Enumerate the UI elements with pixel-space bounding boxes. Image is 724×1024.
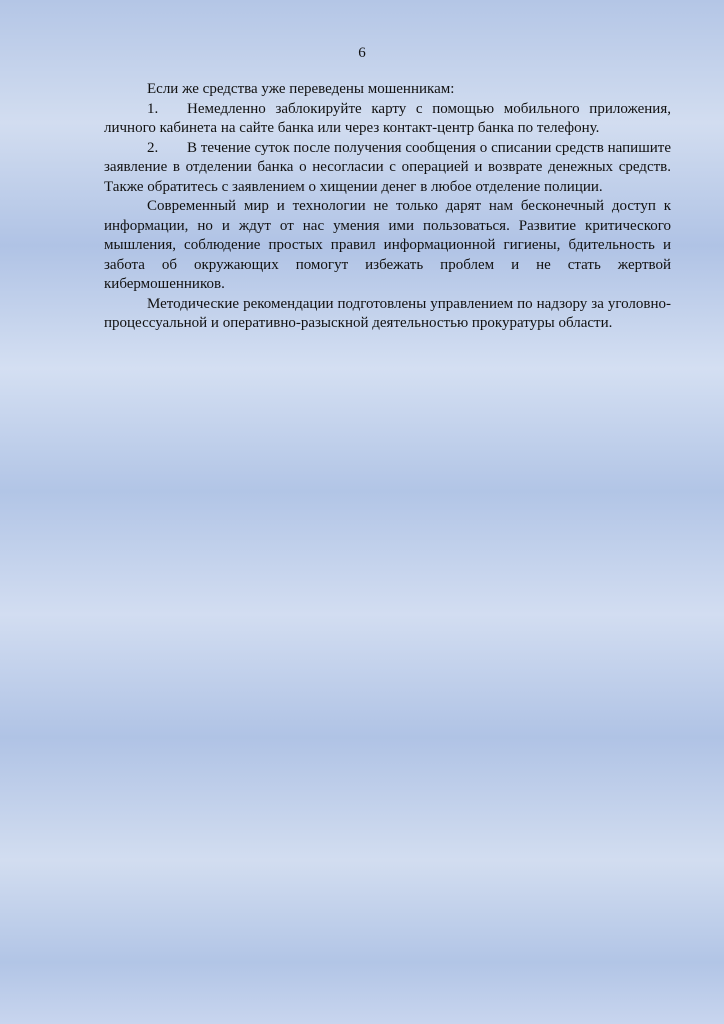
closing-paragraph: Методические рекомендации подготовлены управлением по надзору за уголовно-процессуальной и оперативно-разыскной деятельностью прокуратуры области. bbox=[104, 295, 671, 331]
intro-paragraph: Если же средства уже переведены мошенникам: bbox=[147, 81, 455, 97]
page-number: 6 bbox=[358, 45, 366, 61]
list-item-1 bbox=[104, 100, 671, 139]
list-item-text: Немедленно заблокируйте карту с помощью мобильного приложения, личного кабинета на сайте банка или через контакт-центр банка по телефону. bbox=[104, 100, 671, 136]
body-paragraph: Современный мир и технологии не только дарят нам бесконечный доступ к информации, но и ждут от нас умения ими пользоваться. Развитие критического мышления, соблюдение простых правил информационной гигиены, бдительность и забота об окружающих помогут избежать проблем и не стать жертвой кибермошенников. bbox=[104, 198, 671, 292]
document-body bbox=[104, 80, 671, 334]
list-item-number: 1. bbox=[147, 100, 159, 117]
list-item-number: 2. bbox=[147, 139, 159, 156]
list-item-text: В течение суток после получения сообщения о списании средств напишите заявление в отделении банка о несогласии с операцией и возврате денежных средств. Также обратитесь с заявлением о хищении денег в любое отделение полиции. bbox=[104, 139, 671, 195]
list-item-2 bbox=[104, 139, 671, 198]
